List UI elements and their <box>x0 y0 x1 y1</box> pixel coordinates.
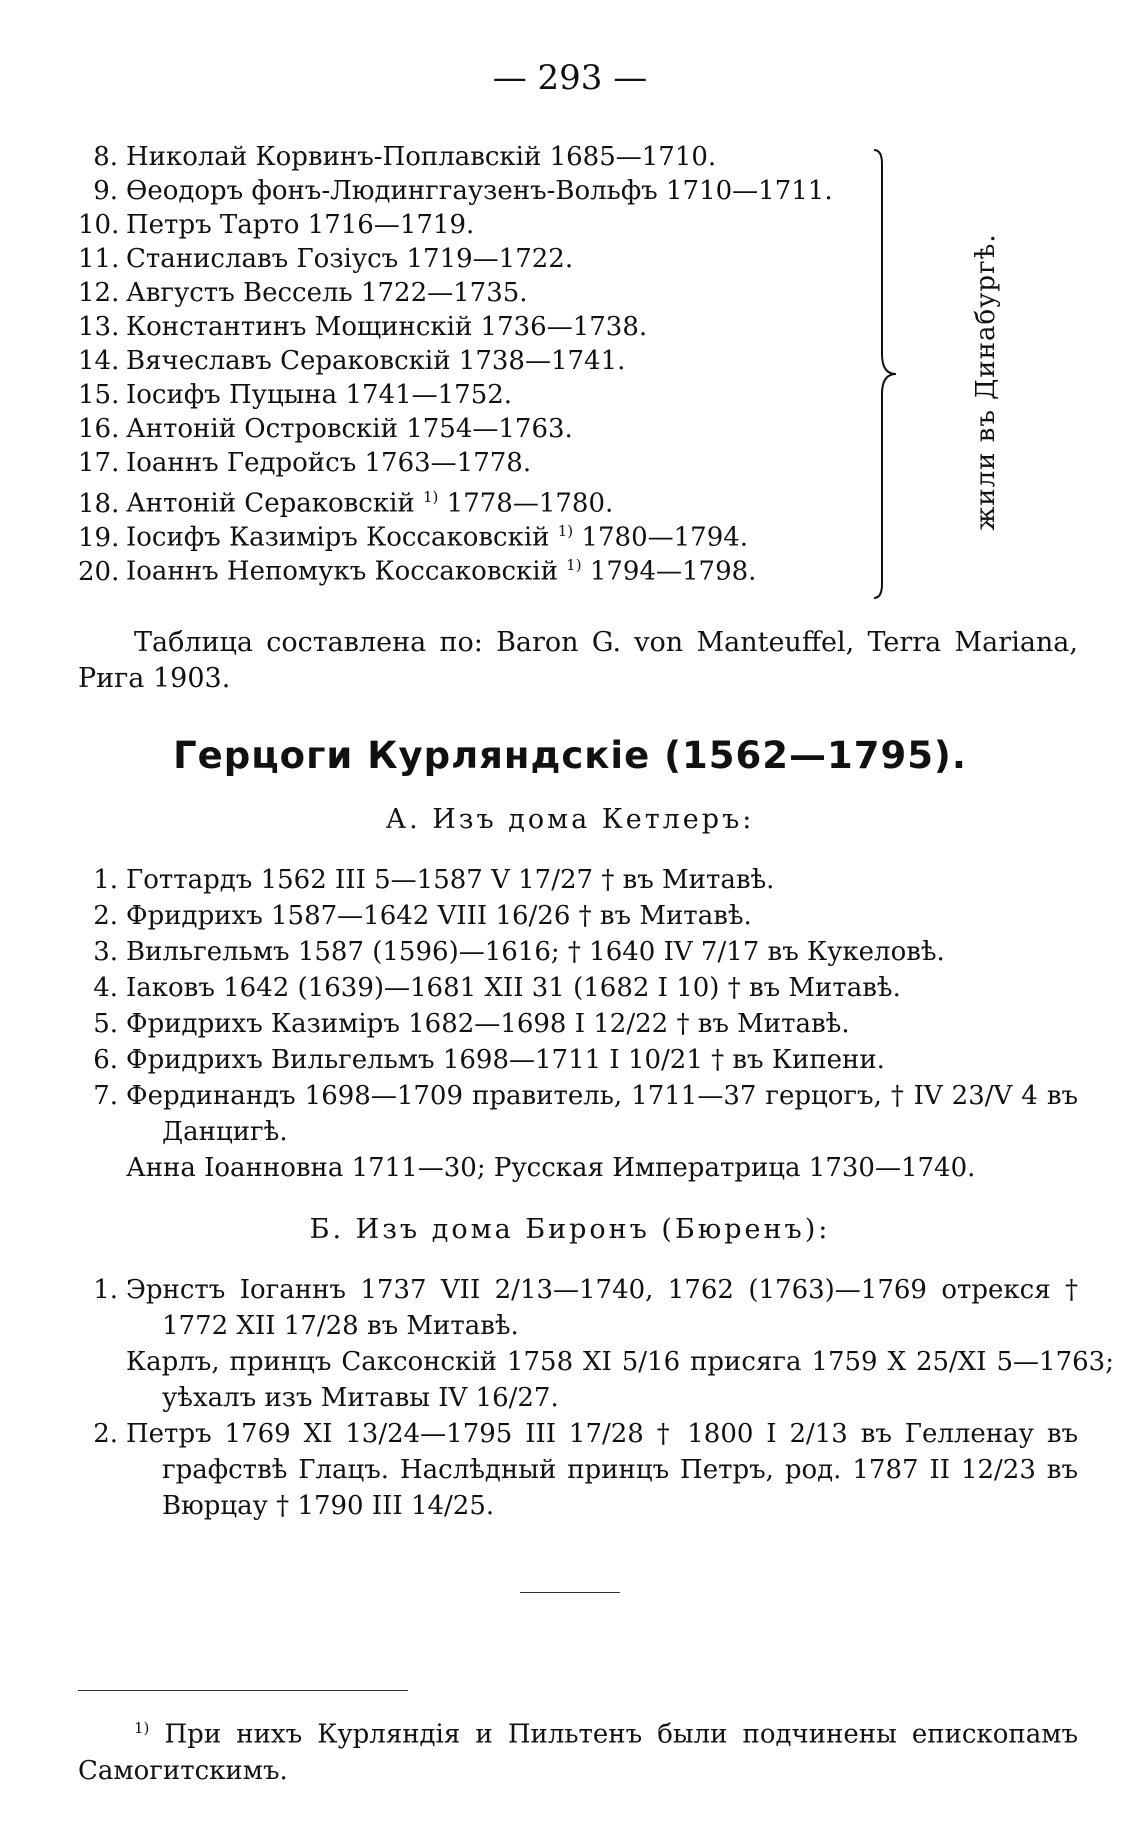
footnote-marker: 1) <box>422 488 439 506</box>
source-note: Таблица составлена по: Baron G. von Manteuffel, Terra Mariana, Рига 1903. <box>78 627 1078 694</box>
page-number: — 293 — <box>492 58 648 98</box>
brace-label: жили въ Динабургѣ. <box>971 233 1001 531</box>
list-note: Анна Іоанновна 1711—30; Русская Императрица 1730—1740. <box>126 1153 976 1183</box>
list-item: 1. Эрнстъ Іоганнъ 1737 VII 2/13—1740, 1762 (1763)—1769 отрекся † 1772 XII 17/28 въ Митавѣ. <box>93 1275 1078 1341</box>
footnote-marker: 1) <box>566 556 582 574</box>
footnote: $^{1)}$ При нихъ Курляндія и Пильтенъ были подчинены епископамъ Самогитскимъ. <box>78 1719 1078 1786</box>
list-item: 6. Фридрихъ Вильгельмъ 1698—1711 I 10/21 † въ Кипени. <box>93 1045 885 1075</box>
list-item: 13. Константинъ Мощинскій 1736—1738. <box>78 312 648 342</box>
list-item: 16. Антоній Островскій 1754—1763. <box>78 414 573 444</box>
list-item: 17. Іоаннъ Гедройсъ 1763—1778. <box>78 448 532 478</box>
subsection-heading-a: А. Изъ дома Кетлеръ: <box>385 804 755 835</box>
list-note: Карлъ, принцъ Саксонскій 1758 XI 5/16 присяга 1759 X 25/XI 5—1763; уѣхалъ изъ Митавы IV 16/27. <box>126 1347 1114 1413</box>
list-item: 14. Вячеславъ Сераковскій 1738—1741. <box>78 346 626 376</box>
list-item: 12. Августъ Вессель 1722—1735. <box>78 278 528 308</box>
footnote-divider <box>78 1690 408 1691</box>
list-item: 2. Фридрихъ 1587—1642 VIII 16/26 † въ Митавѣ. <box>93 901 752 931</box>
list-item: 20. Іоаннъ Непомукъ Коссаковскій $^{1)}$ 1794—1798. <box>78 556 757 587</box>
list-item: 19. Іосифъ Казиміръ Коссаковскій $^{1)}$ 1780—1794. <box>78 522 749 553</box>
list-item: 10. Петръ Тарто 1716—1719. <box>78 210 475 240</box>
footnote-marker: 1) <box>557 522 574 540</box>
right-brace <box>870 148 910 600</box>
footnote-marker: 1) <box>134 1719 150 1737</box>
list-item: 9. Өеодоръ фонъ-Людинггаузенъ-Вольфъ 1710—1711. <box>93 176 833 206</box>
list-item: 3. Вильгельмъ 1587 (1596)—1616; † 1640 IV 7/17 въ Кукеловѣ. <box>93 937 945 967</box>
list-item: 2. Петръ 1769 XI 13/24—1795 III 17/28 † 1800 I 2/13 въ Гелленау въ графствѣ Глацъ. Наслѣдный принцъ Петръ, род. 1787 II 12/23 въ Вюрцау † 1790 III 14/25. <box>93 1419 1078 1521</box>
list-item: 7. Фердинандъ 1698—1709 правитель, 1711—37 герцогъ, † IV 23/V 4 въ Данцигѣ. <box>93 1081 1078 1147</box>
section-divider <box>520 1592 620 1593</box>
list-item: 18. Антоній Сераковскій $^{1)}$ 1778—1780. <box>78 488 614 519</box>
list-item: 5. Фридрихъ Казиміръ 1682—1698 I 12/22 † въ Митавѣ. <box>93 1009 850 1039</box>
subsection-heading-b: Б. Изъ дома Биронъ (Бюренъ): <box>309 1214 831 1245</box>
list-item: 11. Станиславъ Гозіусъ 1719—1722. <box>78 244 574 274</box>
list-item: 8. Николай Корвинъ-Поплавскій 1685—1710. <box>93 142 717 172</box>
list-item: 4. Іаковъ 1642 (1639)—1681 XII 31 (1682 I 10) † въ Митавѣ. <box>93 973 901 1003</box>
list-item: 15. Іосифъ Пуцына 1741—1752. <box>78 380 513 410</box>
section-heading: Герцоги Курляндскіе (1562—1795). <box>173 734 967 777</box>
list-item: 1. Готтардъ 1562 III 5—1587 V 17/27 † въ Митавѣ. <box>93 865 775 895</box>
